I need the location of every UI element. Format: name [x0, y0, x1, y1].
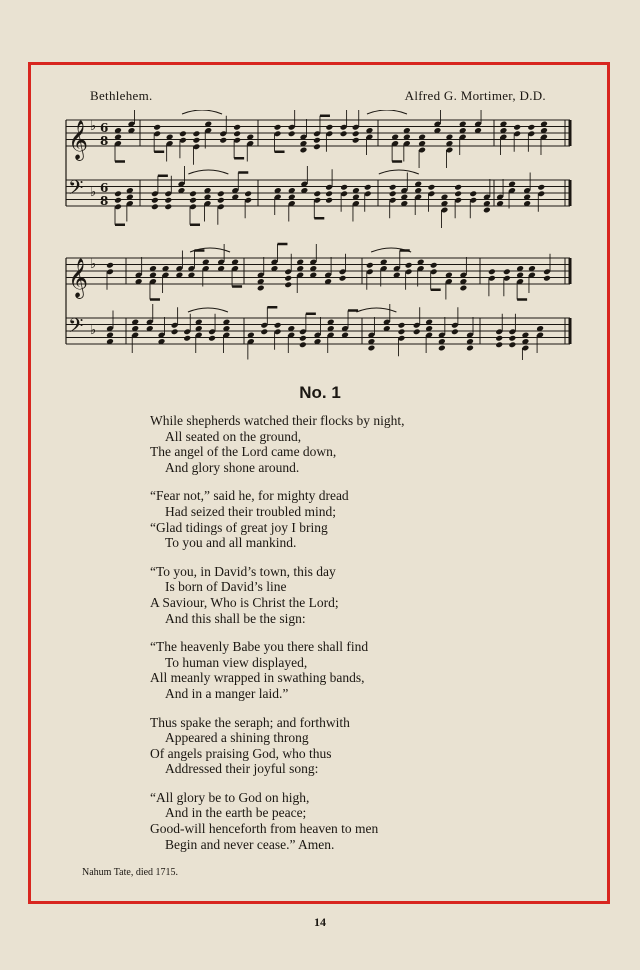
verse-line: While shepherds watched their flocks by night, — [150, 413, 405, 428]
verse-line: “Glad tidings of great joy I bring — [150, 519, 328, 535]
verse-line: Of angels praising God, who thus — [150, 745, 332, 761]
note-head — [274, 124, 282, 131]
verse-line: Had seized their troubled mind; — [165, 503, 336, 519]
note-head — [466, 345, 474, 352]
composer-credit: Alfred G. Mortimer, D.D. — [404, 88, 546, 103]
verse-line: To you and all mankind. — [165, 535, 297, 551]
verse-line: The angel of the Lord came down, — [150, 444, 337, 460]
note-head — [217, 197, 225, 204]
note-head — [527, 124, 535, 131]
verse-line: All meanly wrapped in swathing bands, — [150, 670, 365, 686]
tie — [188, 308, 228, 312]
note-head — [459, 285, 467, 292]
note-head — [299, 341, 307, 348]
verse-line: All seated on the ground, — [165, 428, 302, 444]
verse-line: Thus spake the seraph; and forthwith — [150, 714, 350, 730]
music-staff — [66, 304, 570, 360]
hymn-text — [150, 413, 510, 865]
music-staff — [66, 244, 570, 300]
note-head — [193, 137, 201, 144]
verse-line: To human view displayed, — [165, 654, 308, 670]
note-head — [503, 268, 511, 275]
verse-line: And this shall be the sign: — [165, 610, 306, 626]
note-head — [114, 190, 122, 197]
verse-line: Good-will henceforth from heaven to men — [150, 821, 379, 837]
note-head — [495, 341, 503, 348]
note-head — [313, 190, 321, 197]
stanza — [150, 413, 510, 475]
note-head — [151, 197, 159, 204]
note-head — [537, 184, 545, 191]
note-head — [366, 262, 374, 269]
note-head — [233, 130, 241, 137]
note-head — [284, 281, 292, 288]
note-head — [189, 197, 197, 204]
verse-line: A Saviour, Who is Christ the Lord; — [150, 594, 339, 610]
note-head — [405, 262, 413, 269]
note-head — [208, 335, 216, 342]
note-head — [454, 184, 462, 191]
note-head — [257, 285, 265, 292]
note-head — [454, 190, 462, 197]
flat-icon: ♭ — [90, 119, 97, 134]
note-head — [340, 184, 348, 191]
treble-clef-icon: 𝄞 — [68, 120, 89, 160]
tie — [367, 110, 407, 114]
note-head — [151, 203, 159, 210]
note-head — [164, 197, 172, 204]
verse-line: And in the earth be peace; — [165, 805, 307, 821]
time-signature: 8 — [100, 134, 109, 148]
note-head — [233, 124, 241, 131]
note-head — [189, 190, 197, 197]
tune-name: Bethlehem. — [90, 88, 153, 103]
note-head — [193, 130, 201, 137]
note-head — [352, 130, 360, 137]
tie — [379, 170, 419, 174]
note-head — [413, 328, 421, 335]
note-head — [451, 328, 459, 335]
note-head — [513, 124, 521, 131]
note-head — [179, 130, 187, 137]
verse-line: “The heavenly Babe you there shall find — [150, 639, 369, 655]
note-head — [438, 345, 446, 352]
note-head — [284, 275, 292, 282]
verse-line: “All glory be to God on high, — [150, 789, 310, 805]
music-staff — [66, 166, 570, 228]
verse-line: Is born of David’s line — [165, 579, 287, 595]
tie — [356, 308, 396, 312]
verse-line: “To you, in David’s town, this day — [150, 563, 336, 579]
note-head — [274, 322, 282, 329]
note-head — [217, 190, 225, 197]
note-head — [389, 184, 397, 191]
note-head — [339, 275, 347, 282]
verse-line: Begin and never cease.” Amen. — [165, 836, 335, 852]
music-staff — [66, 110, 570, 168]
note-head — [398, 322, 406, 329]
author-credit: Nahum Tate, died 1715. — [82, 867, 179, 878]
stanza — [150, 715, 510, 777]
note-head — [483, 207, 491, 214]
verse-line: Addressed their joyful song: — [165, 761, 319, 777]
note-head — [153, 124, 161, 131]
note-head — [325, 124, 333, 131]
music-score — [62, 110, 582, 360]
note-head — [428, 184, 436, 191]
note-head — [398, 328, 406, 335]
time-signature: 6 — [100, 181, 109, 195]
note-head — [430, 262, 438, 269]
tie — [188, 170, 228, 174]
verse-line: And glory shone around. — [165, 459, 300, 475]
note-head — [488, 268, 496, 275]
note-head — [508, 335, 516, 342]
note-head — [352, 137, 360, 144]
flat-icon: ♭ — [90, 185, 97, 200]
note-head — [114, 197, 122, 204]
hymn-number: No. 1 — [299, 383, 341, 402]
note-head — [106, 262, 114, 269]
note-head — [288, 130, 296, 137]
verse-line: Appeared a shining throng — [165, 730, 309, 746]
page-number: 14 — [314, 915, 326, 929]
flat-icon: ♭ — [90, 257, 97, 272]
note-head — [325, 190, 333, 197]
verse-line: “Fear not,” said he, for mighty dread — [150, 488, 349, 504]
time-signature: 6 — [100, 121, 109, 135]
note-head — [219, 137, 227, 144]
note-head — [244, 190, 252, 197]
stanza — [150, 639, 510, 701]
note-head — [495, 335, 503, 342]
note-head — [469, 190, 477, 197]
note-head — [543, 275, 551, 282]
note-head — [389, 190, 397, 197]
note-head — [340, 130, 348, 137]
stanza — [150, 488, 510, 550]
treble-clef-icon: 𝄞 — [68, 258, 89, 298]
bass-clef-icon: 𝄢 — [68, 176, 84, 204]
note-head — [368, 345, 376, 352]
note-head — [313, 143, 321, 150]
time-signature: 8 — [100, 194, 109, 208]
note-head — [364, 184, 372, 191]
verse-line: And in a manger laid.” — [165, 685, 289, 701]
note-head — [164, 203, 172, 210]
stanza — [150, 564, 510, 626]
note-head — [508, 341, 516, 348]
note-head — [299, 335, 307, 342]
note-head — [300, 147, 308, 154]
note-head — [313, 137, 321, 144]
tie — [182, 110, 222, 114]
stanza — [150, 790, 510, 852]
bass-clef-icon: 𝄢 — [68, 314, 84, 342]
note-head — [260, 328, 268, 335]
note-head — [171, 328, 179, 335]
note-head — [325, 197, 333, 204]
note-head — [183, 335, 191, 342]
flat-icon: ♭ — [90, 323, 97, 338]
